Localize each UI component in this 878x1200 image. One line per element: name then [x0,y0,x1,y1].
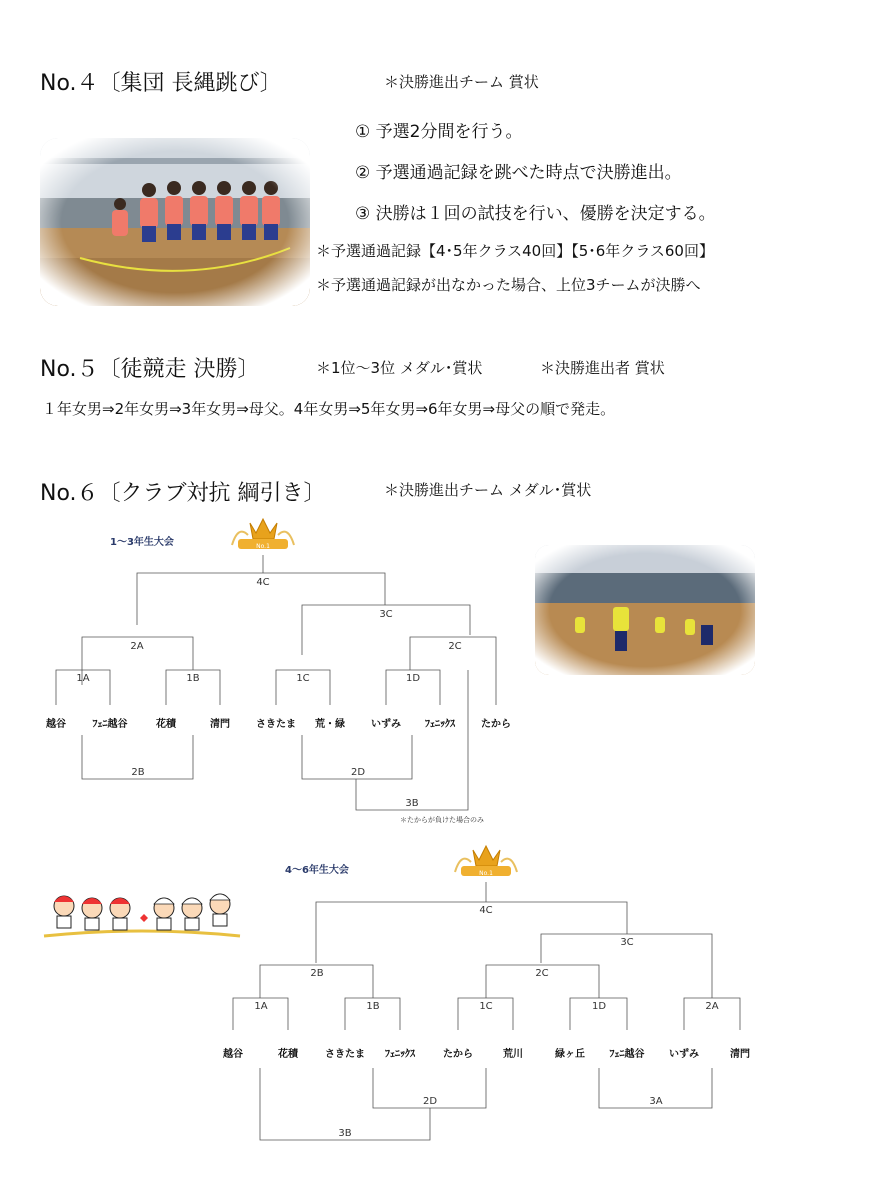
bracket1-team: いずみ [371,719,401,730]
section5-title: No.５〔徒競走 決勝〕 [40,357,260,382]
bracket1-match-3C: 3C [379,609,393,620]
bracket2-match-4C: 4C [479,905,493,916]
bracket2-match-2B: 2B [310,968,324,979]
bracket1-match-1D: 1D [405,673,421,684]
section4-step-1: ① 予選2分間を行う。 [355,122,523,142]
bracket1-title: 1～3年生大会 [110,537,174,548]
section4-note-1: ＊予選通過記録【4･5年クラス40回】【5･6年クラス60回】 [316,242,714,260]
bracket2-team: ﾌｪﾆｯｸｽ [385,1049,415,1060]
bracket2-match-3B: 3B [338,1128,352,1139]
bracket2-match-3C: 3C [620,937,634,948]
bracket-4-6-grade [0,838,878,1148]
bracket2-team: 荒川 [503,1049,523,1060]
section5-order: １年女男⇒2年女男⇒3年女男⇒母父。4年女男⇒5年女男⇒6年女男⇒母父の順で発走。 [42,400,616,418]
bracket1-team: たから [481,719,511,730]
bracket1-team: さきたま [256,719,296,730]
section4-title: No.４〔集団 長縄跳び〕 [40,71,282,96]
bracket2-team: 清門 [730,1049,750,1060]
bracket1-team: 花積 [156,719,176,730]
bracket2-team: 越谷 [223,1049,243,1060]
bracket1-match-2C: 2C [448,641,462,652]
bracket2-match-2A: 2A [705,1001,719,1012]
bracket2-team: さきたま [325,1049,365,1060]
bracket2-match-2D: 2D [422,1096,438,1107]
section4-step-3: ③ 決勝は１回の試技を行い、優勝を決定する。 [355,204,716,224]
section4-step-2: ② 予選通過記録を跳べた時点で決勝進出。 [355,163,682,183]
bracket2-team: いずみ [669,1049,699,1060]
jump-rope-photo [40,138,310,306]
bracket2-match-1B: 1B [366,1001,380,1012]
bracket1-team: 荒・緑 [315,719,345,730]
bracket2-team: 緑ヶ丘 [555,1049,585,1060]
bracket1-match-1A: 1A [76,673,90,684]
bracket1-match-1B: 1B [186,673,200,684]
section5-award-medal: ＊1位～3位 メダル･賞状 [316,359,483,377]
bracket2-team: たから [443,1049,473,1060]
bracket1-match-3B: 3B [405,798,419,809]
section6-award: ＊決勝進出チーム メダル･賞状 [384,481,592,499]
section6-title: No.６〔クラブ対抗 綱引き〕 [40,481,326,506]
bracket1-team: 越谷 [46,719,66,730]
bracket2-match-1C: 1C [479,1001,493,1012]
bracket2-match-2C: 2C [535,968,549,979]
bracket2-team: ﾌｪﾆ越谷 [609,1049,645,1060]
bracket1-match-2B: 2B [131,767,145,778]
section4-award: ＊決勝進出チーム 賞状 [384,73,539,91]
section5-award-certificate: ＊決勝進出者 賞状 [540,359,665,377]
bracket2-team: 花積 [278,1049,298,1060]
bracket2-badge: No.1 [479,870,493,877]
bracket1-match-2A: 2A [130,641,144,652]
bracket-1-3-grade [0,505,600,835]
bracket1-match-4C: 4C [256,577,270,588]
bracket1-team: 清門 [210,719,230,730]
bracket2-match-1D: 1D [591,1001,607,1012]
bracket2-title: 4～6年生大会 [285,865,349,876]
section4-note-2: ＊予選通過記録が出なかった場合、上位3チームが決勝へ [316,276,701,294]
bracket1-badge: No.1 [256,543,270,550]
bracket1-footnote: ＊たからが負けた場合のみ [400,816,484,824]
bracket1-match-1C: 1C [296,673,310,684]
bracket1-team: ﾌｪﾆｯｸｽ [425,719,455,730]
bracket2-match-1A: 1A [254,1001,268,1012]
bracket2-match-3A: 3A [649,1096,663,1107]
bracket1-team: ﾌｪﾆ越谷 [92,719,128,730]
bracket1-match-2D: 2D [350,767,366,778]
